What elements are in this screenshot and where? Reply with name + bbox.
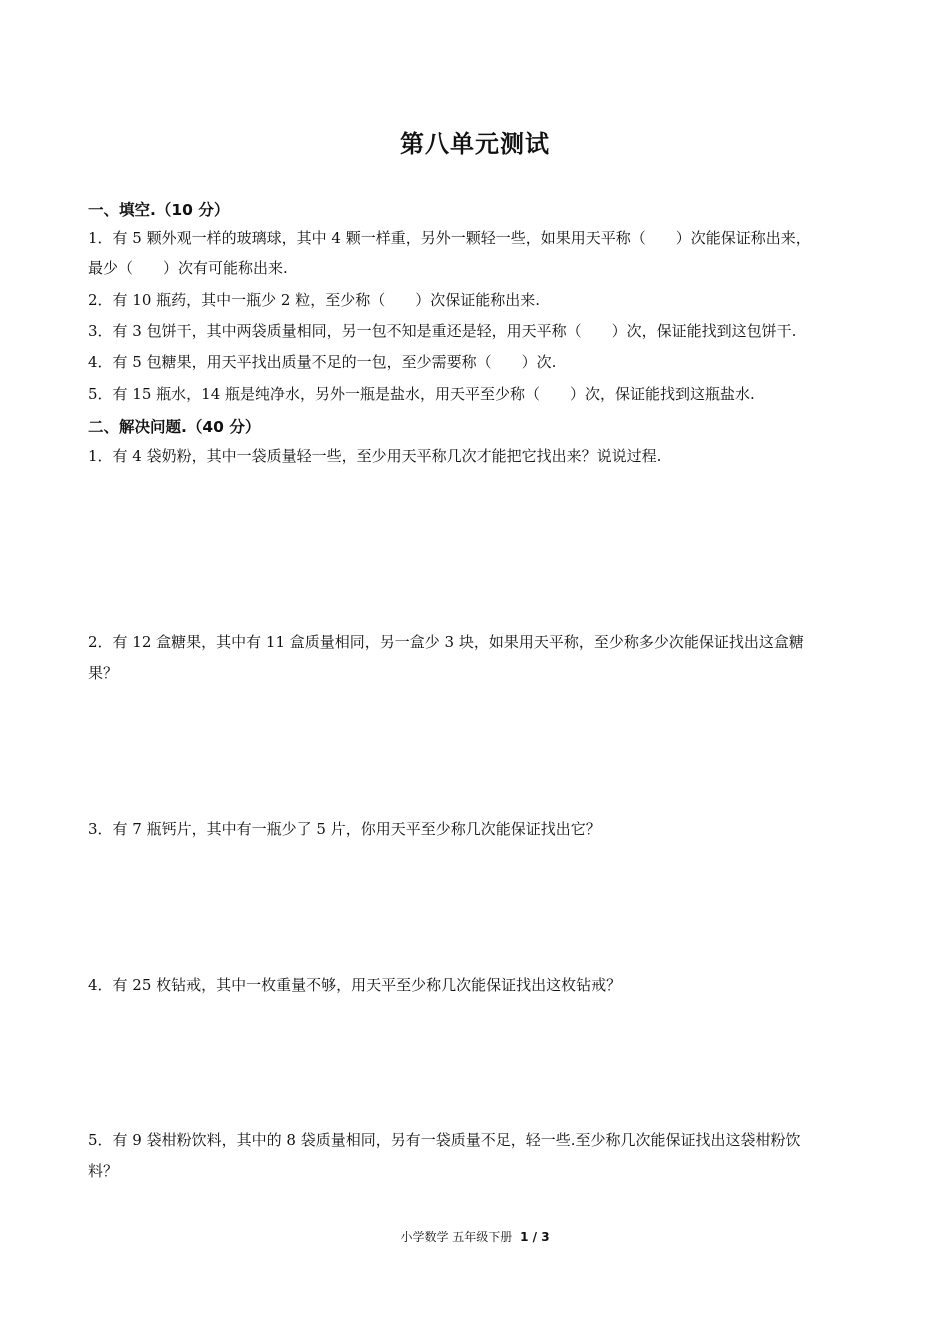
problem-4: 4．有 25 枚钻戒，其中一枚重量不够，用天平至少称几次能保证找出这枚钻戒？ [88,976,622,994]
fill-question-2: 2．有 10 瓶药，其中一瓶少 2 粒，至少称（ ）次保证能称出来. [88,291,541,309]
section-heading-problems: 二、解决问题.（40 分） [88,418,261,436]
page-number: 1 / 3 [520,1230,550,1244]
problem-3: 3．有 7 瓶钙片，其中有一瓶少了 5 片，你用天平至少称几次能保证找出它？ [88,820,601,838]
fill-question-4: 4．有 5 包糖果，用天平找出质量不足的一包，至少需要称（ ）次. [88,353,557,371]
problem-1: 1．有 4 袋奶粉，其中一袋质量轻一些，至少用天平称几次才能把它找出来？说说过程. [88,447,662,465]
problem-2-line-2: 果？ [88,664,119,682]
problem-5-line-1: 5．有 9 袋柑粉饮料，其中的 8 袋质量相同，另有一袋质量不足，轻一些.至少称几次能保证找出这袋柑粉饮 [88,1131,801,1149]
section-heading-fill-blank: 一、填空.（10 分） [88,201,230,219]
problem-2-line-1: 2．有 12 盒糖果，其中有 11 盒质量相同，另一盒少 3 块，如果用天平称，至少称多少次能保证找出这盒糖 [88,633,804,651]
page-title: 第八单元测试 [400,130,550,158]
problem-5-line-2: 料？ [88,1162,119,1180]
fill-question-1-line-2: 最少（ ）次有可能称出来. [88,259,288,277]
page-footer [0,1228,950,1245]
fill-question-1-line-1: 1．有 5 颗外观一样的玻璃球，其中 4 颗一样重，另外一颗轻一些，如果用天平称（ ）次能保证称出来， [88,229,811,247]
fill-question-5: 5．有 15 瓶水，14 瓶是纯净水，另外一瓶是盐水，用天平至少称（ ）次，保证能找到这瓶盐水. [88,385,755,403]
fill-question-3: 3．有 3 包饼干，其中两袋质量相同，另一包不知是重还是轻，用天平称（ ）次，保证能找到这包饼干. [88,322,797,340]
footer-text: 小学数学 五年级下册 [400,1230,513,1244]
